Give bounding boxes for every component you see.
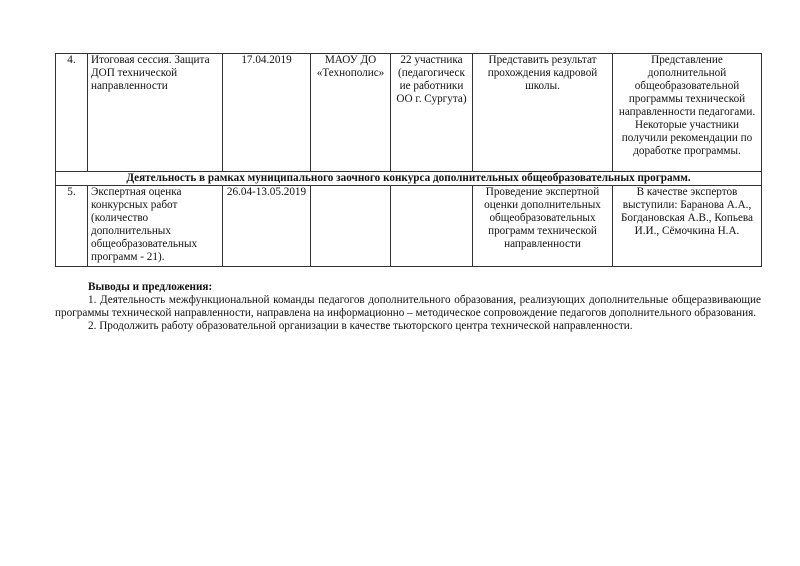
row-number: 4. xyxy=(56,54,88,172)
result-cell: В качестве экспертов выступили: Баранова А.А., Богдановская А.В., Копьева И.И., Сёмочкина Н.А. xyxy=(613,186,762,267)
conclusion-item: 1. Деятельность межфункциональной команды педагогов дополнительного образования, реализующих дополнительные общеразвивающие программы технической направленности, направлена на информационно – методическое сопровождение педагогов дополнительного образования. xyxy=(55,294,761,319)
table-row xyxy=(56,54,762,172)
event-cell: Экспертная оценка конкурсных работ (количество дополнительных общеобразовательных программ - 21). xyxy=(88,186,223,267)
result-cell: Представление дополнительной общеобразовательной программы технической направленности педагогами. Некоторые участники получили рекомендации по доработке программы. xyxy=(613,54,762,172)
conclusion-item: 2. Продолжить работу образовательной организации в качестве тьюторского центра технической направленности. xyxy=(88,320,633,332)
participants-cell xyxy=(391,186,473,267)
goal-cell: Проведение экспертной оценки дополнительных общеобразовательных программ технической направленности xyxy=(473,186,613,267)
event-cell: Итоговая сессия. Защита ДОП технической направленности xyxy=(88,54,223,172)
date-cell: 26.04-13.05.2019 xyxy=(223,186,311,267)
conclusions xyxy=(55,281,761,333)
row-number: 5. xyxy=(56,186,88,267)
conclusions-heading: Выводы и предложения: xyxy=(88,281,213,293)
table-row xyxy=(56,186,762,267)
section-title: Деятельность в рамках муниципального заочного конкурса дополнительных общеобразовательных программ. xyxy=(56,172,762,186)
section-row xyxy=(56,172,762,186)
goal-cell: Представить результат прохождения кадровой школы. xyxy=(473,54,613,172)
events-table xyxy=(55,53,762,267)
date-cell: 17.04.2019 xyxy=(223,54,311,172)
place-cell xyxy=(311,186,391,267)
place-cell: МАОУ ДО «Технополис» xyxy=(311,54,391,172)
participants-cell: 22 участника (педагогическ ие работники ОО г. Сургута) xyxy=(391,54,473,172)
